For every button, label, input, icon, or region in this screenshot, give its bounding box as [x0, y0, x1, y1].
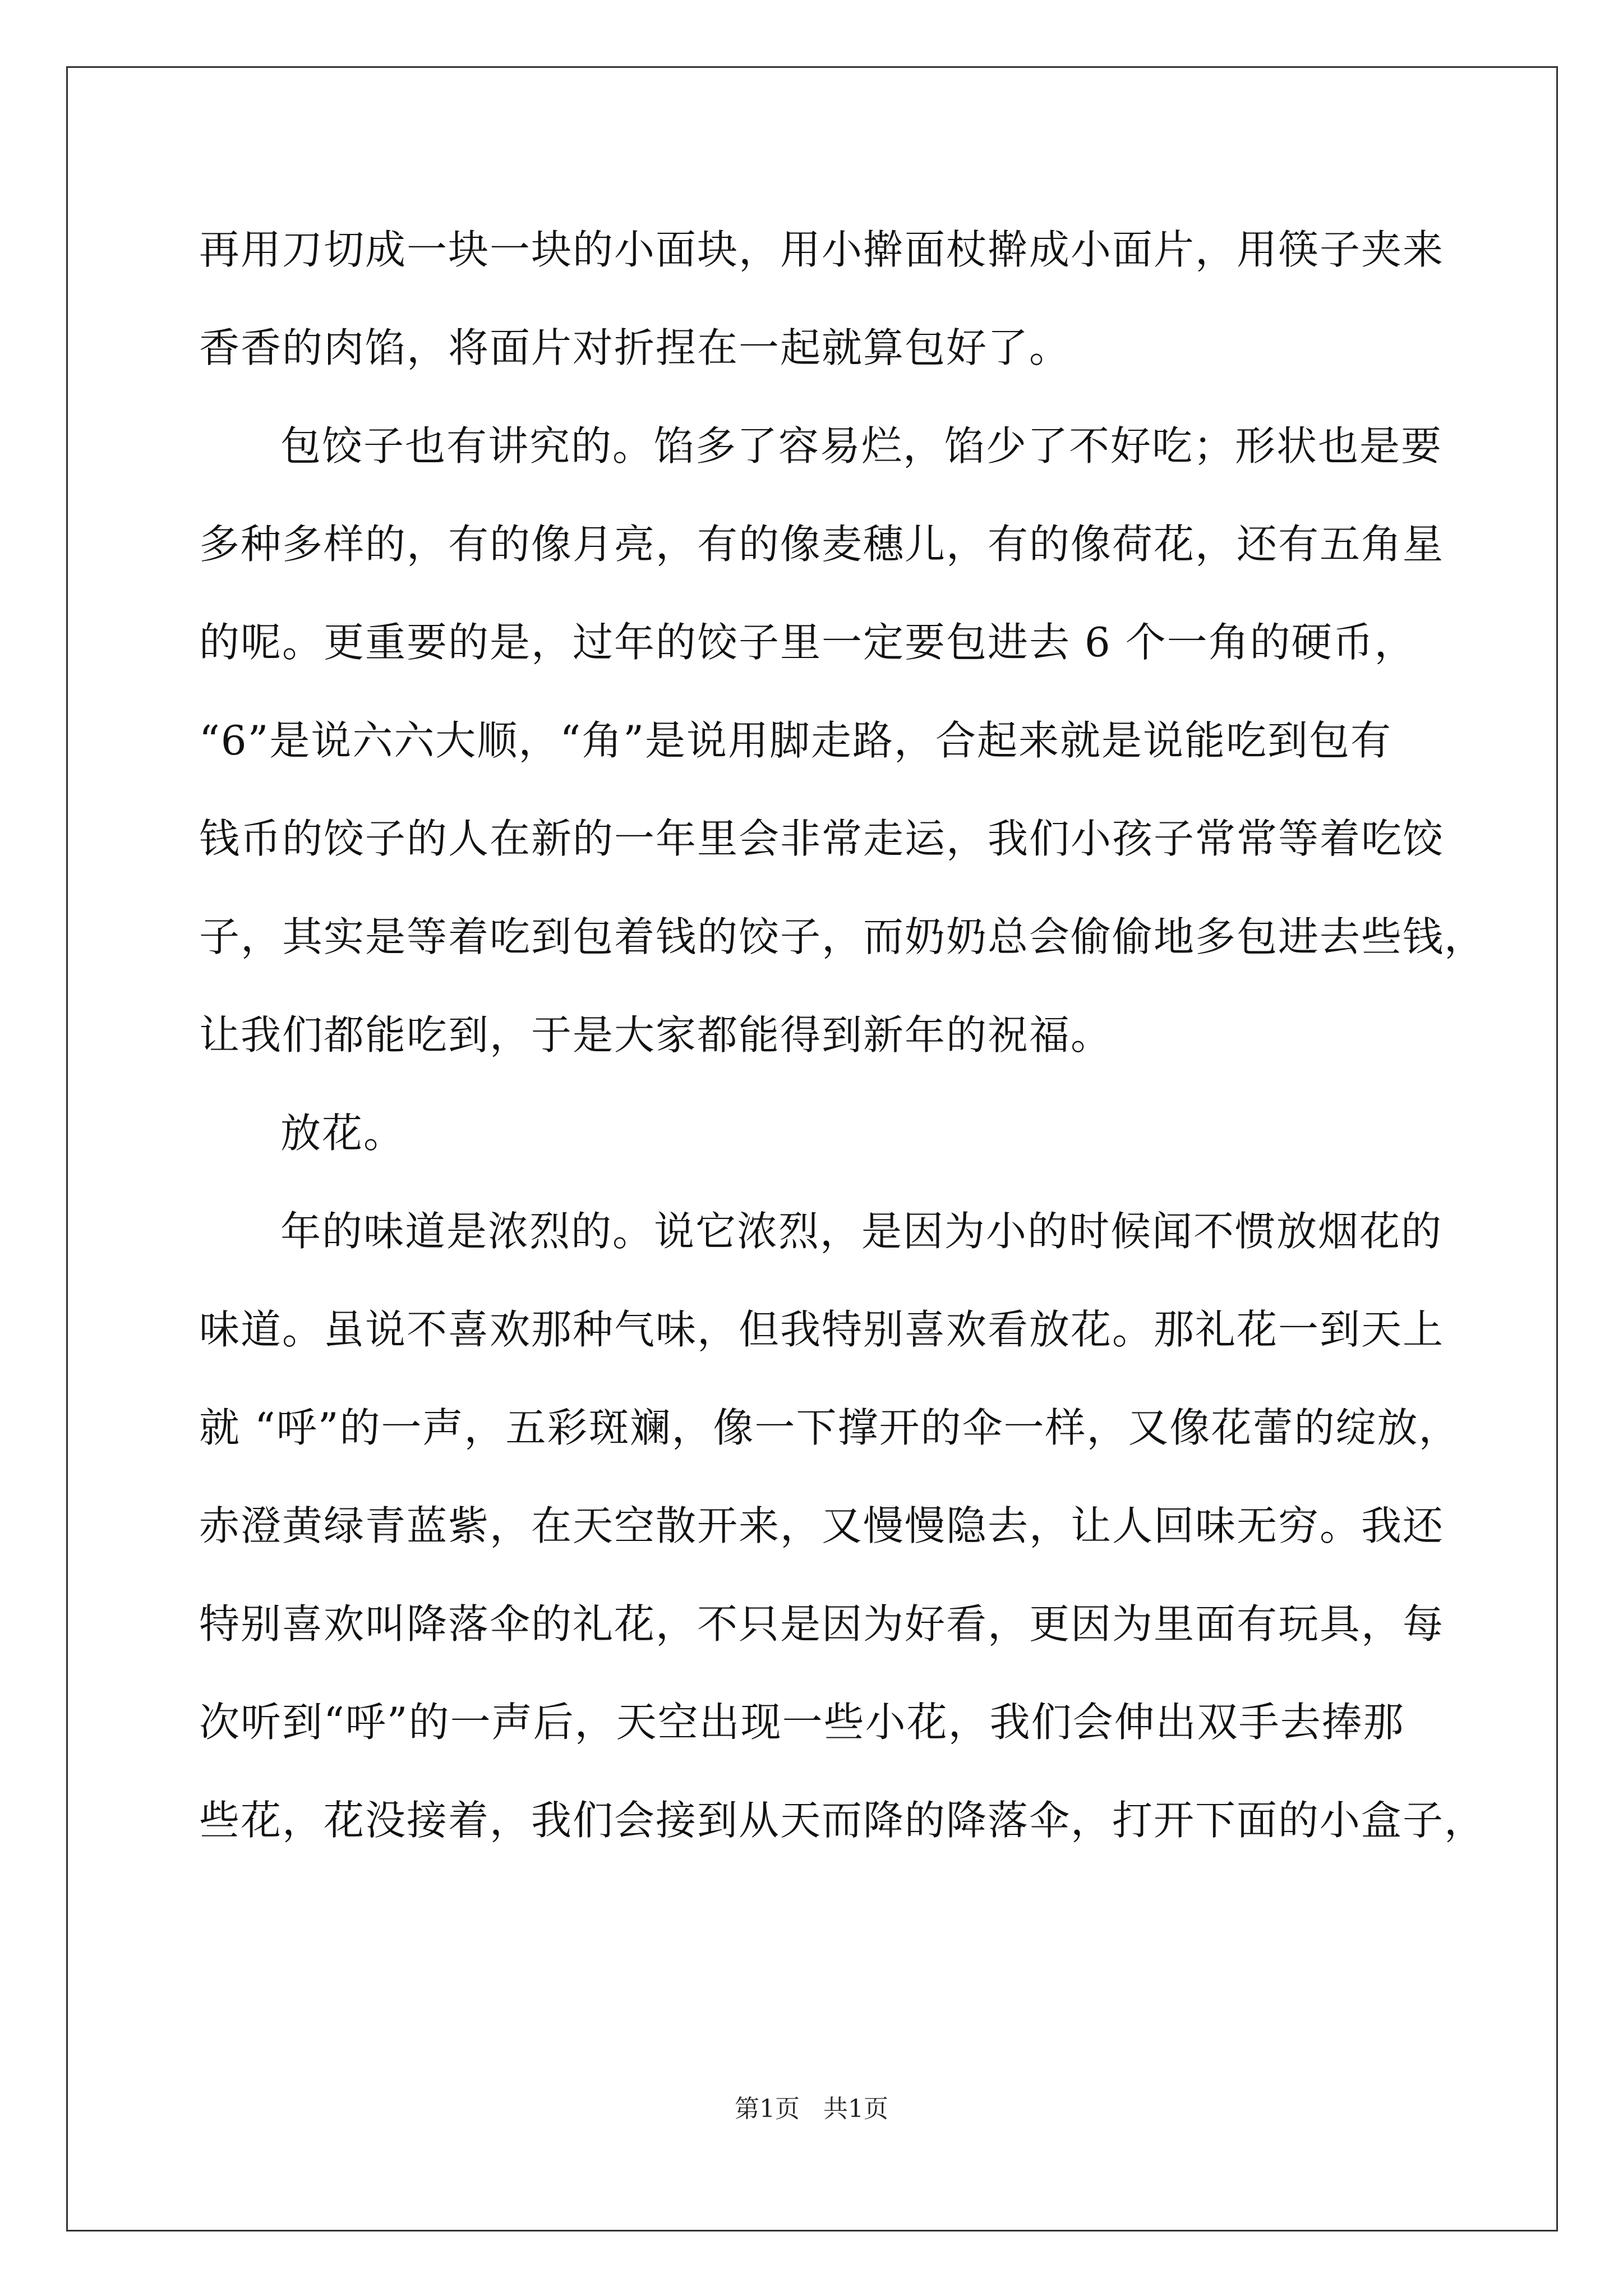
- text-line: “6”是说六六大顺，“角”是说用脚走路，合起来就是说能吃到包有: [199, 717, 1393, 764]
- text-line: 就 “呼”的一声，五彩斑斓，像一下撑开的伞一样，又像花蕾的绽放，: [199, 1404, 1460, 1451]
- text-line: 包饺子也有讲究的。馅多了容易烂，馅少了不好吃；形状也是要: [280, 422, 1443, 470]
- text-line: 钱币的饺子的人在新的一年里会非常走运，我们小孩子常常等着吃饺: [199, 815, 1445, 862]
- section-heading: 放花。: [280, 1110, 405, 1157]
- page-number: 第1页: [735, 2095, 800, 2123]
- text-line: 再用刀切成一块一块的小面块，用小擀面杖擀成小面片，用筷子夹来: [199, 226, 1445, 273]
- page-footer: [0, 2092, 1623, 2126]
- text-line: 些花，花没接着，我们会接到从天而降的降落伞，打开下面的小盒子，: [199, 1797, 1486, 1844]
- text-line: 让我们都能吃到，于是大家都能得到新年的祝福。: [199, 1011, 1113, 1059]
- text-line: 的呢。更重要的是，过年的饺子里一定要包进去 6 个一角的硬币，: [199, 619, 1416, 666]
- text-line: 特别喜欢叫降落伞的礼花，不只是因为好看，更因为里面有玩具，每: [199, 1600, 1445, 1648]
- text-line: 次听到“呼”的一声后，天空出现一些小花，我们会伸出双手去捧那: [199, 1699, 1405, 1746]
- text-line: 赤澄黄绿青蓝紫，在天空散开来，又慢慢隐去，让人回味无穷。我还: [199, 1502, 1445, 1549]
- page-total: 共1页: [823, 2095, 888, 2123]
- text-line: 年的味道是浓烈的。说它浓烈，是因为小的时候闻不惯放烟花的: [280, 1208, 1443, 1255]
- text-line: 味道。虽说不喜欢那种气味，但我特别喜欢看放花。那礼花一到天上: [199, 1306, 1445, 1353]
- text-line: 子，其实是等着吃到包着钱的饺子，而奶奶总会偷偷地多包进去些钱，: [199, 913, 1486, 960]
- text-line: 多种多样的，有的像月亮，有的像麦穗儿，有的像荷花，还有五角星: [199, 521, 1445, 568]
- text-line: 香香的肉馅，将面片对折捏在一起就算包好了。: [199, 324, 1071, 371]
